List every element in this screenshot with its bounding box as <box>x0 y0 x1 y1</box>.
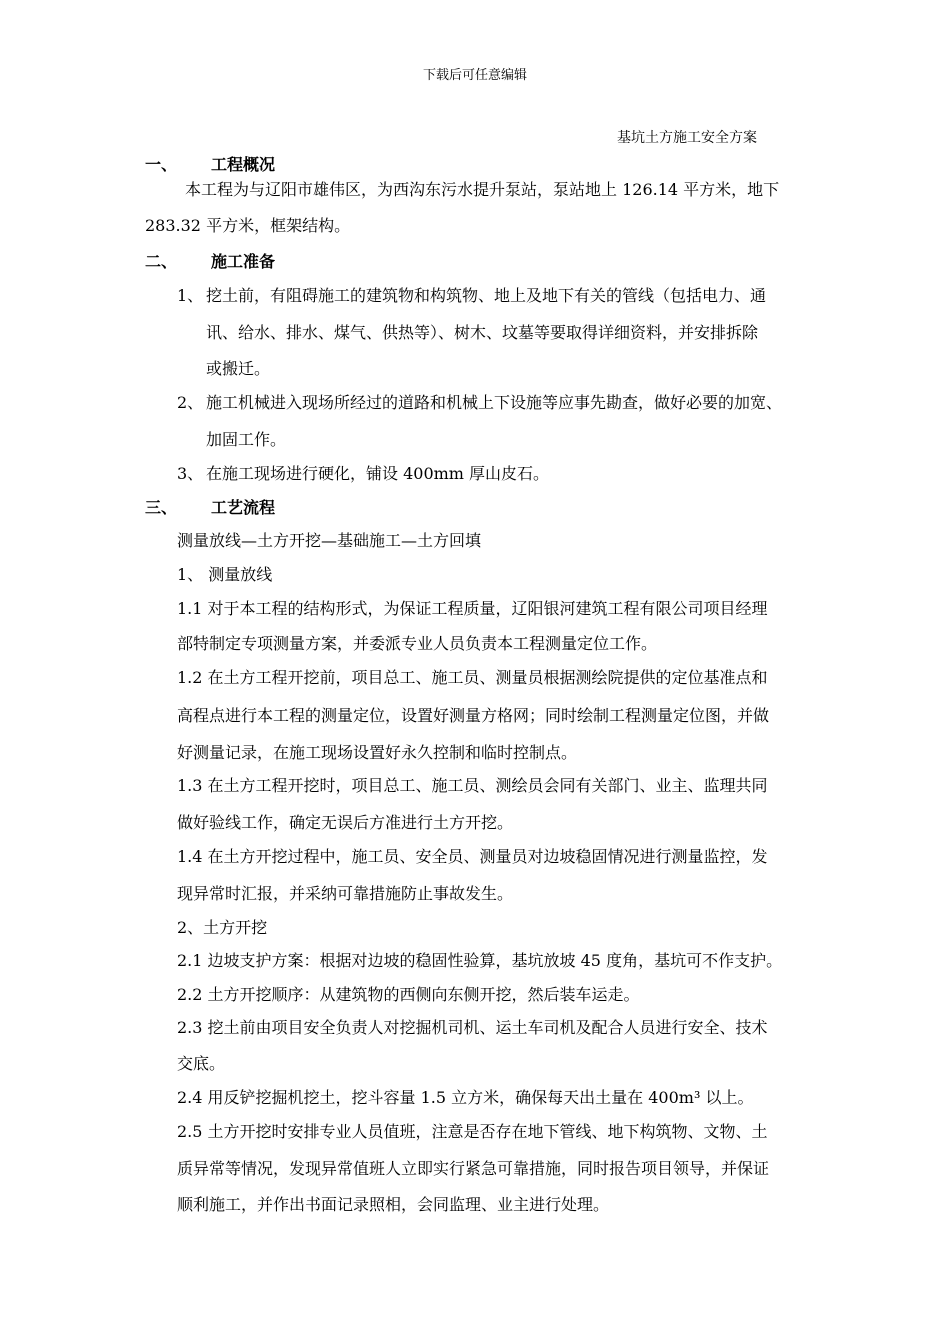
paragraph-line: 1.1 对于本工程的结构形式，为保证工程质量，辽阳银河建筑工程有限公司项目经理 <box>177 599 768 618</box>
paragraph-line: 做好验线工作，确定无误后方准进行土方开挖。 <box>177 813 514 832</box>
section-number: 三、 <box>145 498 178 517</box>
list-item-text: 挖土前，有阻碍施工的建筑物和构筑物、地上及地下有关的管线（包括电力、通 <box>206 286 767 305</box>
download-note: 下载后可任意编辑 <box>422 68 527 83</box>
section-heading-2 <box>145 249 445 271</box>
overview-line-1: 本工程为与辽阳市雄伟区，为西沟东污水提升泵站，泵站地上 126.14 平方米，地下 <box>185 180 780 199</box>
list-item-text: 或搬迁。 <box>206 359 271 378</box>
paragraph-line: 好测量记录，在施工现场设置好永久控制和临时控制点。 <box>177 743 578 762</box>
paragraph-line: 2.4 用反铲挖掘机挖土，挖斗容量 1.5 立方米，确保每天出土量在 400m³ 以上。 <box>177 1088 754 1107</box>
paragraph-line: 1.4 在土方开挖过程中，施工员、安全员、测量员对边坡稳固情况进行测量监控，发 <box>177 847 768 866</box>
section-title: 施工准备 <box>211 252 276 271</box>
paragraph-line: 现异常时汇报，并采纳可靠措施防止事故发生。 <box>177 884 514 903</box>
paragraph-line: 2.2 土方开挖顺序：从建筑物的西侧向东侧开挖，然后装车运走。 <box>177 985 640 1004</box>
section-title: 工艺流程 <box>211 498 276 517</box>
paragraph-line: 部特制定专项测量方案，并委派专业人员负责本工程测量定位工作。 <box>177 634 658 653</box>
paragraph-line: 顺利施工，并作出书面记录照相，会同监理、业主进行处理。 <box>177 1195 610 1214</box>
paragraph-line: 2.3 挖土前由项目安全负责人对挖掘机司机、运土车司机及配合人员进行安全、技术 <box>177 1018 768 1037</box>
overview-line-2: 283.32 平方米，框架结构。 <box>145 216 351 235</box>
list-item-text: 在施工现场进行硬化，铺设 400mm 厚山皮石。 <box>206 464 550 483</box>
list-item-text: 加固工作。 <box>206 430 287 449</box>
subsection-title: 2、土方开挖 <box>177 918 268 937</box>
paragraph-line: 1.3 在土方工程开挖时，项目总工、施工员、测绘员会同有关部门、业主、监理共同 <box>177 776 768 795</box>
paragraph-line: 2.1 边坡支护方案：根据对边坡的稳固性验算，基坑放坡 45 度角，基坑可不作支护。 <box>177 951 783 970</box>
paragraph-line: 交底。 <box>177 1054 226 1073</box>
document-header: 基坑土方施工安全方案 <box>617 130 757 146</box>
list-number: 3、 <box>177 464 204 483</box>
paragraph-line: 1.2 在土方工程开挖前，项目总工、施工员、测量员根据测绘院提供的定位基准点和 <box>177 668 768 687</box>
subsection-title: 1、 测量放线 <box>177 565 273 584</box>
list-number: 1、 <box>177 286 204 305</box>
paragraph-line: 2.5 土方开挖时安排专业人员值班，注意是否存在地下管线、地下构筑物、文物、土 <box>177 1122 768 1141</box>
section-number: 二、 <box>145 252 178 271</box>
section-heading-1 <box>145 152 445 174</box>
section-heading-3 <box>145 495 445 517</box>
list-item-text: 施工机械进入现场所经过的道路和机械上下设施等应事先勘查，做好必要的加宽、 <box>206 393 783 412</box>
paragraph-line: 高程点进行本工程的测量定位，设置好测量方格网；同时绘制工程测量定位图，并做 <box>177 706 770 725</box>
section-number: 一、 <box>145 155 178 174</box>
section-title: 工程概况 <box>211 155 276 174</box>
list-item-text: 讯、给水、排水、煤气、供热等）、树木、坟墓等要取得详细资料，并安排拆除 <box>206 323 759 342</box>
process-flow: 测量放线—土方开挖—基础施工—土方回填 <box>177 531 482 550</box>
paragraph-line: 质异常等情况，发现异常值班人立即实行紧急可靠措施，同时报告项目领导，并保证 <box>177 1159 770 1178</box>
list-number: 2、 <box>177 393 204 412</box>
